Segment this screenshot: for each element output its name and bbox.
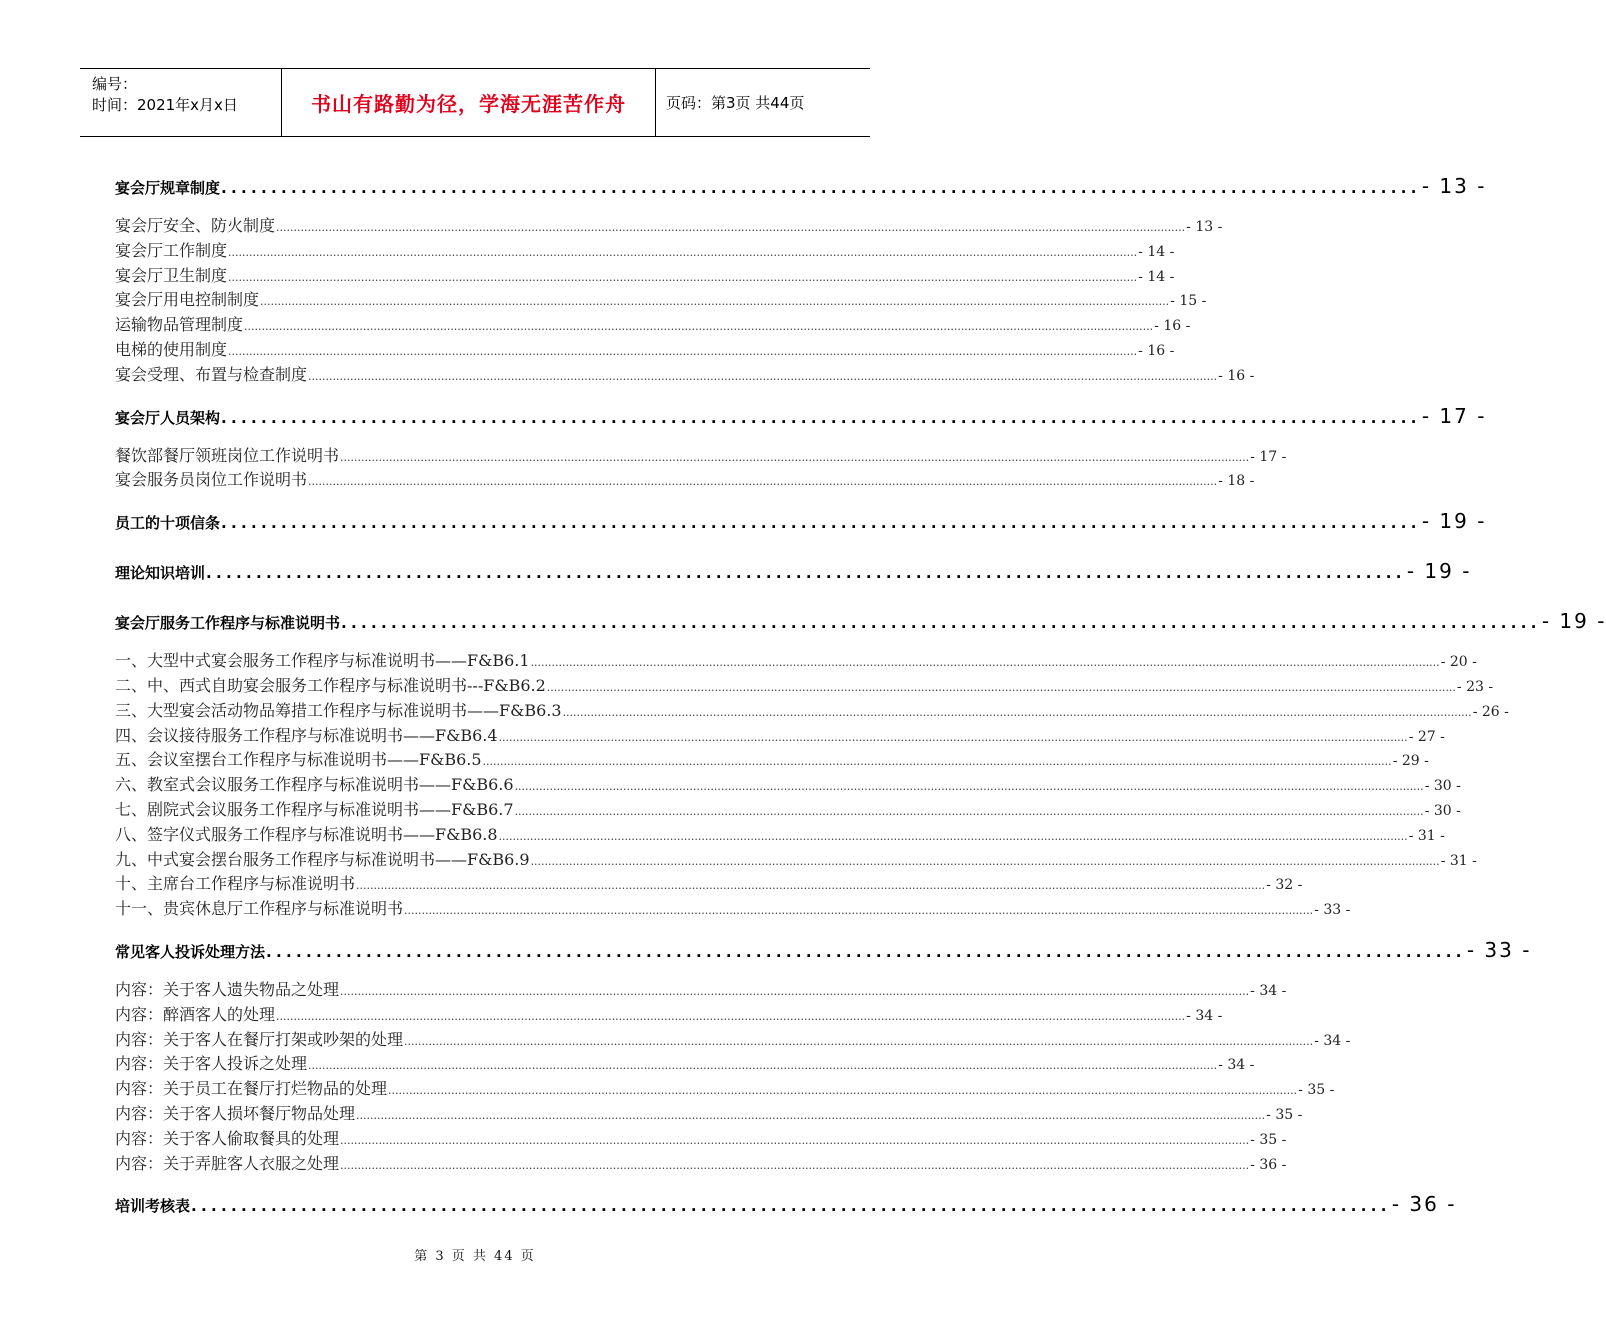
toc-entry-title: 十、主席台工作程序与标准说明书 [115, 874, 356, 894]
toc-entry-title: 内容：关于客人在餐厅打架或吵架的处理 [115, 1029, 404, 1049]
page-header [80, 68, 870, 137]
toc-entry-title: 七、剧院式会议服务工作程序与标准说明书——F&B6.7 [115, 799, 514, 819]
toc-entry-title: 十一、贵宾休息厅工作程序与标准说明书 [115, 899, 404, 919]
toc-subentry[interactable] [115, 1003, 1223, 1028]
toc-entry-title: 内容：关于员工在餐厅打烂物品的处理 [115, 1079, 388, 1099]
dot-leader: ........................................................................................................................ [221, 514, 1421, 533]
dot-leader: ........................................................................................................................ [266, 942, 1466, 961]
dot-leader: ........................................................................................................................ [191, 1197, 1391, 1216]
toc-entry-title: 宴会厅卫生制度 [115, 265, 228, 285]
toc-entry-title: 宴会厅安全、防火制度 [115, 216, 276, 235]
dot-leader: .................................................................................................................................................................................................................................................................... [340, 450, 1250, 464]
dot-leader: .................................................................................................................................................................................................................................................................... [308, 369, 1218, 383]
toc-entry-page: - 14 - [1138, 243, 1175, 260]
toc-entry-page: - 15 - [1170, 293, 1207, 310]
dot-leader: .................................................................................................................................................................................................................................................................... [308, 1059, 1218, 1073]
toc-entry-title: 五、会议室摆台工作程序与标准说明书——F&B6.5 [115, 750, 482, 770]
toc-subentry[interactable] [115, 214, 1223, 239]
document-date: 时间：2021年x月x日 [92, 96, 238, 114]
dot-leader: .................................................................................................................................................................................................................................................................... [340, 984, 1250, 998]
toc-subentry[interactable] [115, 363, 1255, 388]
toc-entry-page: - 31 - [1440, 852, 1477, 869]
toc-entry-title: 内容：关于客人遗失物品之处理 [115, 979, 340, 999]
toc-entry-title: 二、中、西式自助宴会服务工作程序与标准说明书---F&B6.2 [115, 675, 546, 695]
toc-entry-title: 宴会受理、布置与检查制度 [115, 364, 308, 384]
toc-entry-page: - 35 - [1298, 1082, 1335, 1099]
toc-entry-page: - 31 - [1408, 827, 1445, 844]
toc-entry-title: 内容：关于客人损坏餐厅物品处理 [115, 1103, 356, 1123]
toc-subentry[interactable] [115, 1102, 1303, 1127]
dot-leader: ........................................................................................................................ [221, 179, 1421, 197]
toc-section-entry[interactable] [115, 1186, 1457, 1222]
toc-entry-page: - 23 - [1456, 678, 1494, 695]
toc-entry-page: - 16 - [1154, 318, 1191, 335]
toc-subentry[interactable] [115, 313, 1191, 338]
toc-entry-title: 宴会厅工作制度 [115, 240, 228, 260]
dot-leader: .................................................................................................................................................................................................................................................................... [260, 295, 1170, 309]
toc-entry-page: - 35 - [1250, 1131, 1287, 1148]
dot-leader: .................................................................................................................................................................................................................................................................... [514, 780, 1424, 794]
dot-leader: .................................................................................................................................................................................................................................................................... [498, 730, 1408, 744]
toc-entry-page: - 16 - [1218, 367, 1255, 384]
toc-entry-title: 宴会厅用电控制制度 [115, 290, 260, 310]
dot-leader: ........................................................................................................................ [341, 614, 1541, 633]
toc-entry-page: - 29 - [1392, 753, 1429, 770]
toc-entry-title: 四、会议接待服务工作程序与标准说明书——F&B6.4 [115, 725, 498, 745]
table-of-contents [115, 168, 1606, 1236]
toc-subentry[interactable] [115, 848, 1477, 873]
toc-subentry[interactable] [115, 264, 1175, 289]
toc-entry-page: - 34 - [1218, 1057, 1255, 1074]
header-page-info: 页码：第3页 共44页 [666, 94, 805, 112]
dot-leader: ........................................................................................................................ [221, 408, 1421, 427]
dot-leader: .................................................................................................................................................................................................................................................................... [356, 1108, 1266, 1122]
toc-entry-title: 六、教室式会议服务工作程序与标准说明书——F&B6.6 [115, 775, 514, 795]
header-meta [80, 69, 282, 136]
toc-subentry[interactable] [115, 897, 1351, 922]
dot-leader: .................................................................................................................................................................................................................................................................... [514, 804, 1424, 818]
toc-entry-page: - 17 - [1250, 448, 1287, 465]
toc-entry-page: - 17 - [1421, 403, 1487, 428]
toc-subentry[interactable] [115, 468, 1255, 493]
toc-section-entry[interactable] [115, 553, 1472, 589]
toc-entry-page: - 33 - [1314, 902, 1351, 919]
document-number-label: 编号： [92, 75, 138, 93]
toc-entry-title: 内容：关于客人偷取餐具的处理 [115, 1128, 340, 1148]
toc-entry-page: - 27 - [1408, 728, 1445, 745]
toc-entry-page: - 20 - [1440, 654, 1477, 671]
toc-entry-page: - 34 - [1186, 1007, 1223, 1024]
toc-subentry[interactable] [115, 978, 1287, 1003]
dot-leader: .................................................................................................................................................................................................................................................................... [228, 245, 1138, 259]
toc-subentry[interactable] [115, 1028, 1351, 1053]
toc-subentry[interactable] [115, 444, 1287, 469]
toc-subentry[interactable] [115, 724, 1445, 749]
toc-entry-page: - 36 - [1391, 1192, 1457, 1217]
toc-entry-page: - 34 - [1250, 982, 1287, 999]
toc-entry-title: 餐饮部餐厅领班岗位工作说明书 [115, 445, 340, 465]
toc-entry-title: 培训考核表 [115, 1197, 191, 1216]
toc-entry-title: 八、签字仪式服务工作程序与标准说明书——F&B6.8 [115, 824, 498, 844]
toc-entry-title: 运输物品管理制度 [115, 315, 244, 335]
toc-subentry[interactable] [115, 699, 1509, 724]
toc-entry-title: 员工的十项信条 [115, 514, 221, 533]
page-footer: 第 3 页 共 44 页 [414, 1249, 536, 1264]
toc-entry-title: 内容：醉酒客人的处理 [115, 1004, 276, 1024]
dot-leader: ........................................................................................................................ [206, 564, 1406, 583]
dot-leader: .................................................................................................................................................................................................................................................................... [546, 680, 1456, 694]
toc-entry-page: - 19 - [1541, 609, 1606, 634]
toc-entry-page: - 30 - [1424, 802, 1461, 819]
toc-subentry[interactable] [115, 798, 1461, 823]
toc-entry-page: - 19 - [1421, 509, 1487, 534]
toc-section-entry[interactable] [115, 503, 1487, 539]
toc-subentry[interactable] [115, 1052, 1255, 1077]
header-motto: 书山有路勤为径，学海无涯苦作舟 [282, 69, 656, 136]
toc-entry-title: 宴会服务员岗位工作说明书 [115, 470, 308, 490]
toc-entry-page: - 34 - [1314, 1032, 1351, 1049]
toc-section-entry[interactable] [115, 603, 1606, 639]
toc-entry-title: 内容：关于客人投诉之处理 [115, 1054, 308, 1074]
dot-leader: .................................................................................................................................................................................................................................................................... [228, 270, 1138, 284]
dot-leader: .................................................................................................................................................................................................................................................................... [562, 705, 1472, 719]
toc-subentry[interactable] [115, 674, 1494, 699]
dot-leader: .................................................................................................................................................................................................................................................................... [228, 344, 1138, 358]
dot-leader: .................................................................................................................................................................................................................................................................... [244, 320, 1154, 334]
toc-entry-title: 三、大型宴会活动物品筹措工作程序与标准说明书——F&B6.3 [115, 700, 562, 720]
toc-entry-page: - 32 - [1266, 877, 1303, 894]
toc-entry-page: - 35 - [1266, 1106, 1303, 1123]
toc-subentry[interactable] [115, 649, 1477, 674]
toc-entry-page: - 36 - [1250, 1156, 1287, 1173]
dot-leader: .................................................................................................................................................................................................................................................................... [482, 755, 1392, 769]
toc-subentry[interactable] [115, 288, 1207, 313]
toc-entry-page: - 13 - [1421, 174, 1487, 198]
dot-leader: .................................................................................................................................................................................................................................................................... [356, 879, 1266, 893]
toc-entry-page: - 30 - [1424, 778, 1461, 795]
toc-subentry[interactable] [115, 338, 1175, 363]
toc-section-entry[interactable] [115, 398, 1487, 434]
toc-entry-page: - 19 - [1406, 559, 1472, 584]
toc-subentry[interactable] [115, 823, 1445, 848]
dot-leader: .................................................................................................................................................................................................................................................................... [388, 1084, 1298, 1098]
toc-subentry[interactable] [115, 773, 1461, 798]
toc-entry-title: 内容：关于弄脏客人衣服之处理 [115, 1153, 340, 1173]
toc-subentry[interactable] [115, 1077, 1335, 1102]
toc-entry-page: - 33 - [1466, 937, 1532, 962]
toc-entry-title: 宴会厅人员架构 [115, 408, 221, 427]
toc-entry-title: 电梯的使用制度 [115, 339, 228, 359]
dot-leader: .................................................................................................................................................................................................................................................................... [340, 1133, 1250, 1147]
dot-leader: .................................................................................................................................................................................................................................................................... [340, 1158, 1250, 1172]
dot-leader: .................................................................................................................................................................................................................................................................... [276, 221, 1186, 234]
dot-leader: .................................................................................................................................................................................................................................................................... [530, 854, 1440, 868]
toc-subentry[interactable] [115, 239, 1175, 264]
toc-entry-page: - 16 - [1138, 342, 1175, 359]
toc-entry-page: - 13 - [1186, 219, 1223, 235]
dot-leader: .................................................................................................................................................................................................................................................................... [404, 904, 1314, 918]
dot-leader: .................................................................................................................................................................................................................................................................... [498, 829, 1408, 843]
toc-entry-title: 宴会厅服务工作程序与标准说明书 [115, 614, 341, 633]
toc-entry-page: - 14 - [1138, 268, 1175, 285]
toc-entry-title: 九、中式宴会摆台服务工作程序与标准说明书——F&B6.9 [115, 849, 530, 869]
toc-entry-title: 宴会厅规章制度 [115, 179, 221, 197]
toc-subentry[interactable] [115, 1127, 1287, 1152]
toc-entry-page: - 18 - [1218, 473, 1255, 490]
toc-section-entry[interactable] [115, 932, 1532, 968]
toc-subentry[interactable] [115, 1152, 1287, 1177]
dot-leader: .................................................................................................................................................................................................................................................................... [308, 475, 1218, 489]
toc-section-entry[interactable] [115, 168, 1487, 204]
toc-entry-title: 一、大型中式宴会服务工作程序与标准说明书——F&B6.1 [115, 651, 530, 671]
toc-entry-title: 理论知识培训 [115, 564, 206, 583]
toc-entry-title: 常见客人投诉处理方法 [115, 942, 266, 961]
toc-subentry[interactable] [115, 748, 1429, 773]
toc-subentry[interactable] [115, 872, 1303, 897]
dot-leader: .................................................................................................................................................................................................................................................................... [276, 1009, 1186, 1023]
dot-leader: .................................................................................................................................................................................................................................................................... [404, 1034, 1314, 1048]
toc-entry-page: - 26 - [1472, 703, 1509, 720]
dot-leader: .................................................................................................................................................................................................................................................................... [530, 656, 1440, 670]
